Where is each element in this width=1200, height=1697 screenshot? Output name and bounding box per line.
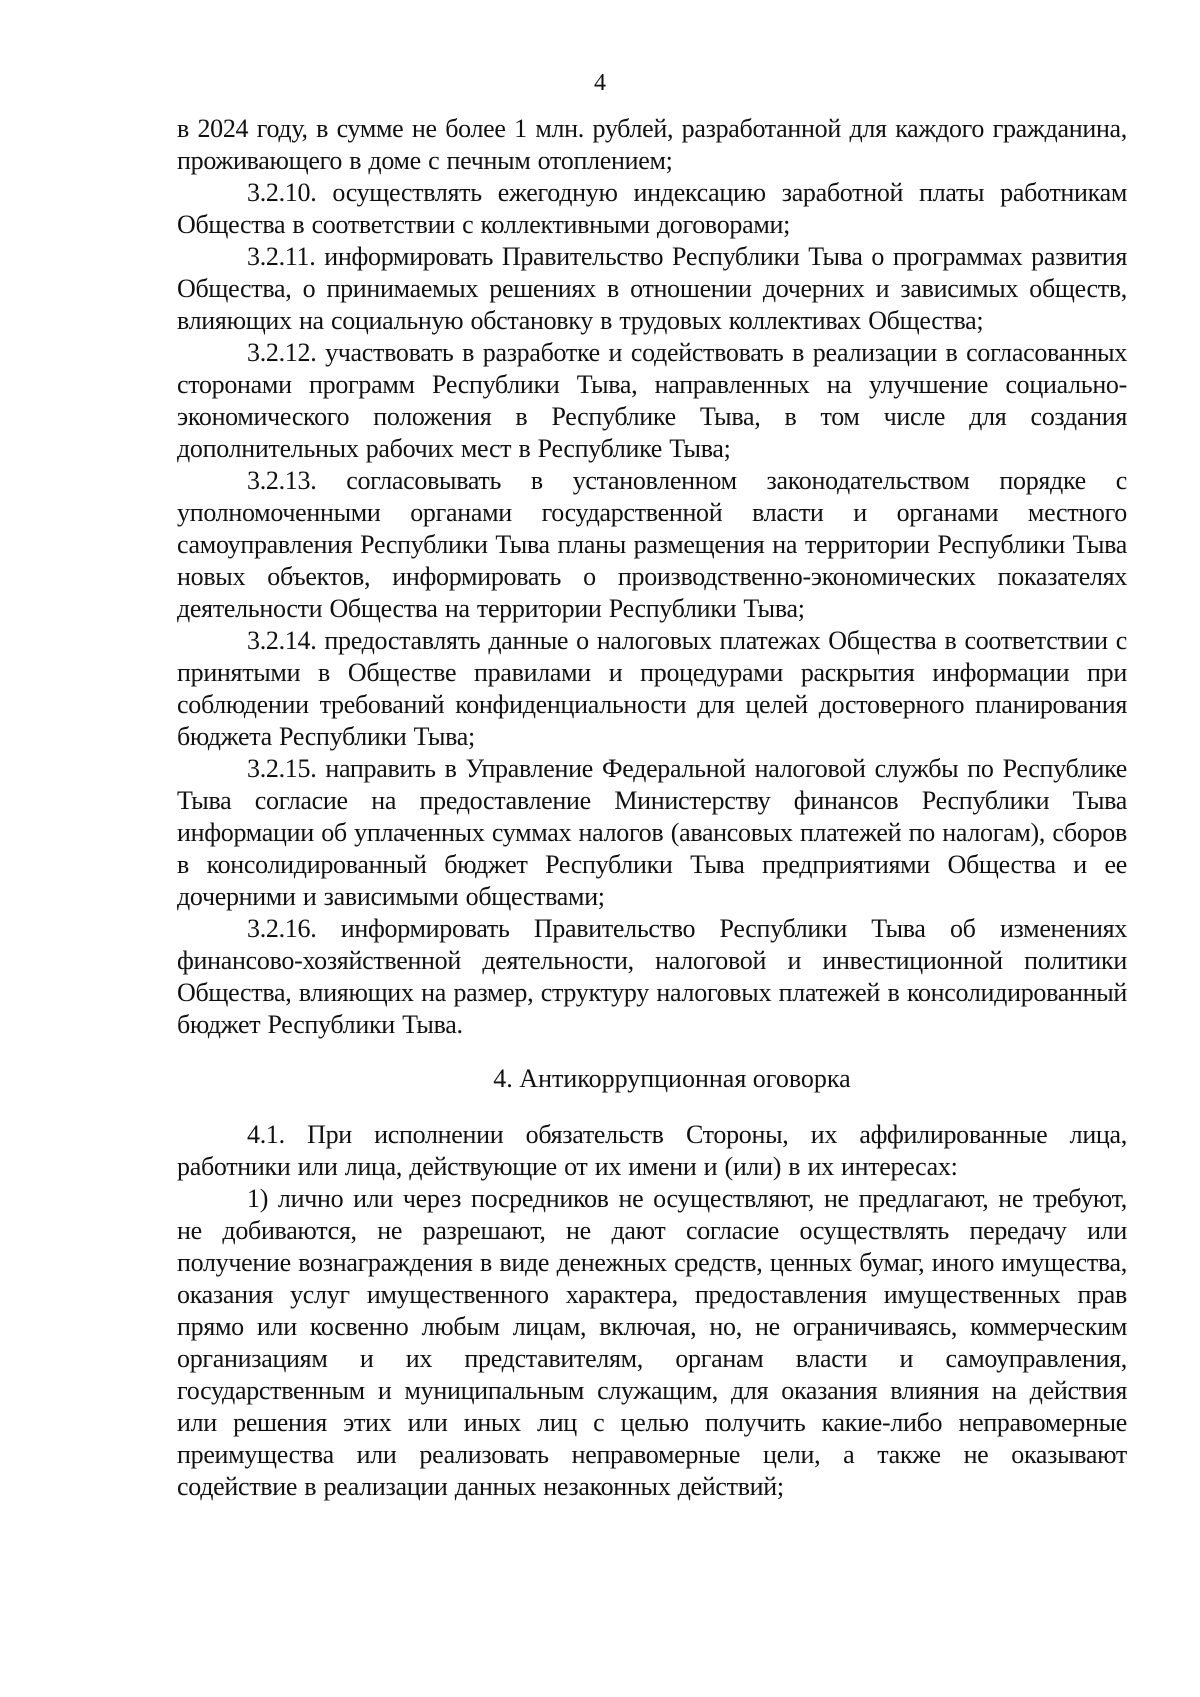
clause-3-2-11: 3.2.11. информировать Правительство Республики Тыва о программах развития Общества, о принимаемых решениях в отношении дочерних и зависимых обществ, влияющих на социальную обстановку в трудовых коллективах Общества; (177, 242, 1127, 335)
section-title: 4. Антикоррупционная оговорка (493, 1064, 851, 1093)
clause-3-2-14: 3.2.14. предоставлять данные о налоговых платежах Общества в соответствии с принятыми в Обществе правилами и процедурами раскрытия информации при соблюдении требований конфиденциальности для целей достоверного планирования бюджета Республики Тыва; (177, 626, 1127, 751)
clause-4-1: 4.1. При исполнении обязательств Стороны, их аффилированные лица, работники или лица, действующие от их имени и (или) в их интересах: (177, 1120, 1127, 1181)
clause-3-2-15: 3.2.15. направить в Управление Федеральной налоговой службы по Республике Тыва согласие на предоставление Министерству финансов Республики Тыва информации об уплаченных суммах налогов (авансовых платежей по налогам), сборов в консолидированный бюджет Республики Тыва предприятиями Общества и ее дочерними и зависимыми обществами; (177, 754, 1127, 911)
clause-3-2-12: 3.2.12. участвовать в разработке и содействовать в реализации в согласованных сторонами программ Республики Тыва, направленных на улучшение социально-экономического положения в Республике Тыва, в том числе для создания дополнительных рабочих мест в Республике Тыва; (177, 338, 1127, 463)
clause-3-2-16: 3.2.16. информировать Правительство Республики Тыва об изменениях финансово-хозяйственной деятельности, налоговой и инвестиционной политики Общества, влияющих на размер, структуру налоговых платежей в консолидированный бюджет Республики Тыва. (177, 914, 1127, 1039)
clause-3-2-13: 3.2.13. согласовывать в установленном законодательством порядке с уполномоченными органами государственной власти и органами местного самоуправления Республики Тыва планы размещения на территории Республики Тыва новых объектов, информировать о производственно-экономических показателях деятельности Общества на территории Республики Тыва; (177, 466, 1127, 623)
document-body (177, 113, 1127, 1503)
clause-4-1-item-1: 1) лично или через посредников не осуществляют, не предлагают, не требуют, не добиваются, не разрешают, не дают согласие осуществлять передачу или получение вознаграждения в виде денежных средств, ценных бумаг, иного имущества, оказания услуг имущественного характера, предоставления имущественных прав прямо или косвенно любым лицам, включая, но, не ограничиваясь, коммерческим организациям и их представителям, органам власти и самоуправления, государственным и муниципальным служащим, для оказания влияния на действия или решения этих или иных лиц с целью получить какие-либо неправомерные преимущества или реализовать неправомерные цели, а также не оказывают содействие в реализации данных незаконных действий; (177, 1184, 1127, 1501)
clause-3-2-10: 3.2.10. осуществлять ежегодную индексацию заработной платы работникам Общества в соответствии с коллективными договорами; (177, 178, 1127, 239)
paragraph-continuation: в 2024 году, в сумме не более 1 млн. рублей, разработанной для каждого гражданина, проживающего в доме с печным отоплением; (177, 114, 1127, 175)
page-number: 4 (594, 70, 606, 96)
